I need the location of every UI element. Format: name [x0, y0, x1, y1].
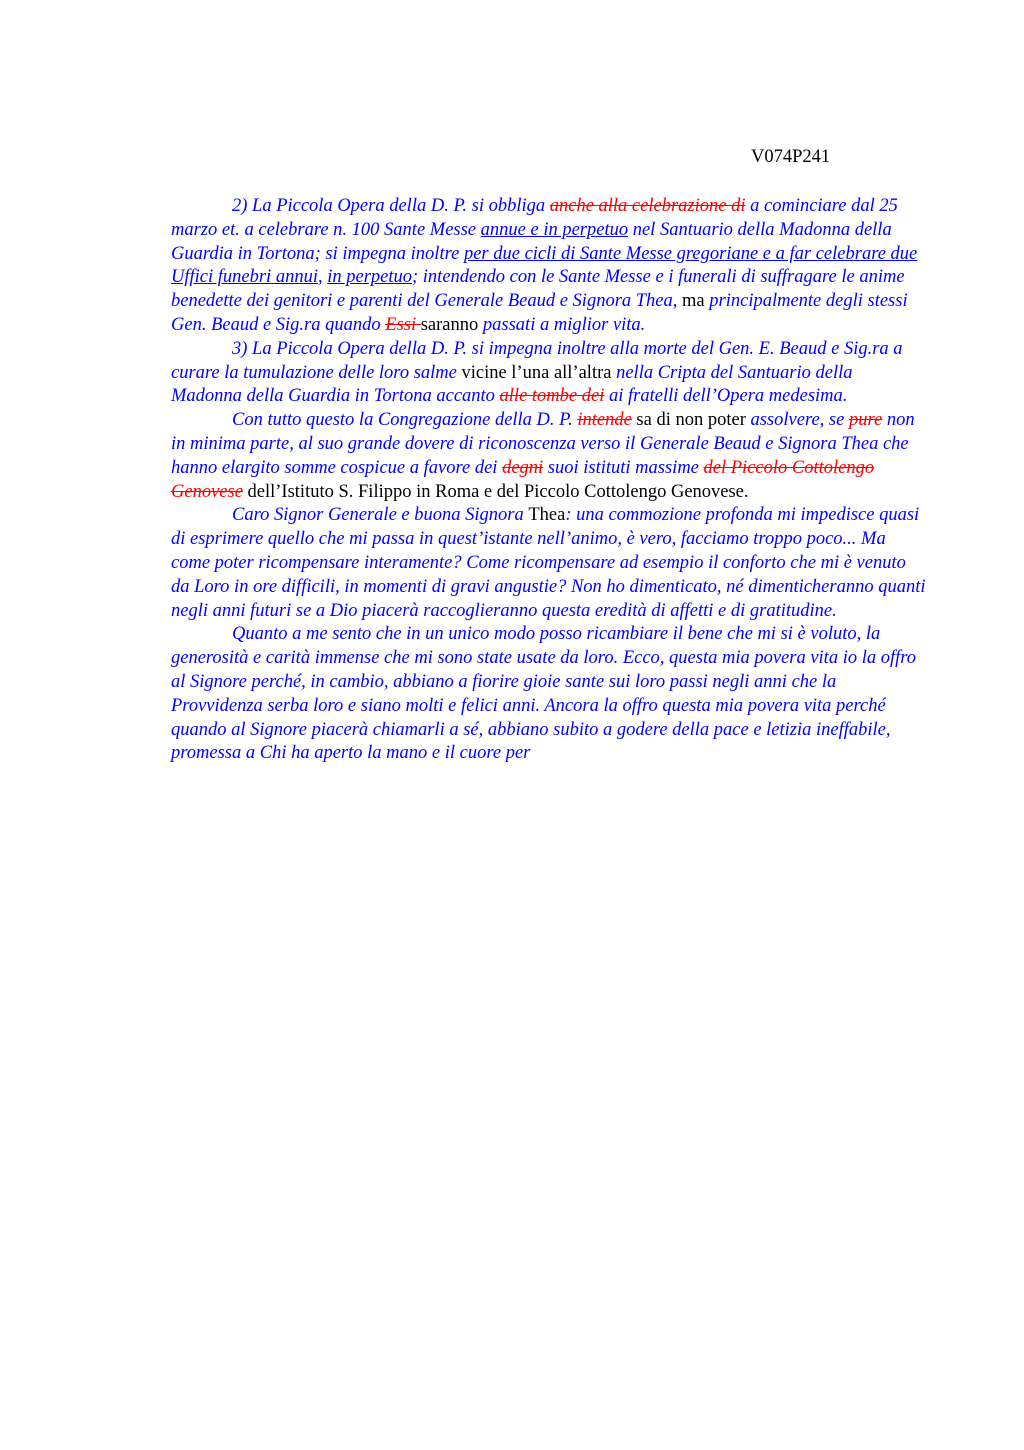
text-run: ; intendendo con le Sante Messe e i funerali di suffragare le anime benedette dei genitori e parenti del Generale Beaud e Signora Thea,	[171, 267, 905, 312]
text-run: nel Santuario della Madonna della Guardia in Tortona; si impegna inoltre	[171, 219, 892, 264]
text-run: principalmente degli stessi Gen. Beaud e Sig.ra quando	[171, 291, 908, 335]
paragraph-3-burial	[171, 338, 926, 409]
paragraph-offering	[171, 623, 926, 766]
text-run: : una commozione profonda mi impedisce quasi di esprimere quello che mi passa in quest’istante nell’animo, è vero, facciamo troppo poco... Ma come poter ricompensare interamente? Come ricompensare ad esempio il conforto che mi è venuto da Loro in ore difficili, in momenti di gravi angustie? Non ho dimenticato, né dimenticheranno quanti negli anni futuri se a Dio piacerà raccoglieranno questa eredità di affetti e di gratitudine.	[171, 505, 926, 621]
inserted-text: vicine l’una all’altra	[461, 362, 612, 383]
text-run: Con tutto questo la Congregazione della D. P.	[232, 410, 578, 431]
deleted-text: pure	[848, 410, 883, 431]
text-run: ai fratelli dell’Opera medesima.	[604, 386, 848, 407]
text-run: 3) La Piccola Opera della D. P. si impegna inoltre alla morte del Gen. E. Beaud e Sig.ra a curare la tumulazione delle loro salme	[171, 338, 903, 383]
paragraph-gratitude	[171, 409, 926, 504]
inserted-text: saranno	[420, 314, 479, 335]
underlined-text: per due cicli di Sante Messe gregoriane e a far celebrare due Uffici funebri annui	[171, 243, 918, 288]
underlined-text: annue e in perpetuo	[480, 219, 629, 240]
deleted-text: intende	[577, 410, 632, 431]
inserted-text: Thea	[528, 505, 566, 526]
text-run: Quanto a me sento che in un unico modo posso ricambiare il bene che mi si è voluto, la generosità e carità immense che mi sono state usate da loro. Ecco, questa mia povera vita io la offro al Signore perché, in cambio, abbiano a fiorire gioie sante sui loro passi negli anni che la Provvidenza serba loro e siano molti e felici anni. Ancora la offro questa mia povera vita perché quando al Signore piacerà chiamarli a sé, abbiano subito a godere della pace e letizia ineffabile, promessa a Chi ha aperto la mano e il cuore per	[171, 624, 917, 764]
deleted-text: anche alla celebrazione di	[549, 196, 746, 216]
deleted-text: degni	[502, 457, 544, 478]
inserted-text: ma	[682, 291, 705, 312]
inserted-text: dell’Istituto S. Filippo in Roma e del Piccolo Cottolengo Genovese.	[242, 481, 749, 502]
text-run: assolvere, se	[745, 410, 849, 431]
text-run: Caro Signor Generale e buona Signora	[232, 505, 529, 526]
text-run: a cominciare dal 25 marzo et. a celebrare n. 100 Sante Messe	[171, 196, 898, 240]
text-run: suoi istituti massime	[543, 457, 704, 478]
document-body	[171, 195, 926, 766]
text-run: 2) La Piccola Opera della D. P. si obbliga	[232, 196, 550, 216]
deleted-text: alle tombe dei	[499, 386, 605, 407]
text-run: passati a miglior vita.	[478, 314, 646, 335]
deleted-text: del Piccolo Cottolengo Genovese	[171, 457, 875, 502]
paragraph-2-obligation-masses	[171, 195, 926, 338]
text-run: ,	[317, 267, 328, 288]
paragraph-address-general	[171, 504, 926, 623]
deleted-text: Essi	[385, 314, 421, 335]
page-identifier: V074P241	[751, 147, 831, 167]
text-run: non in minima parte, al suo grande dovere di riconoscenza verso il Generale Beaud e Signora Thea che hanno elargito somme cospicue a favore dei	[171, 410, 915, 478]
text-run: nella Cripta del Santuario della Madonna della Guardia in Tortona accanto	[171, 362, 853, 407]
inserted-text: sa di non poter	[631, 410, 746, 431]
underlined-text: in perpetuo	[327, 267, 412, 288]
